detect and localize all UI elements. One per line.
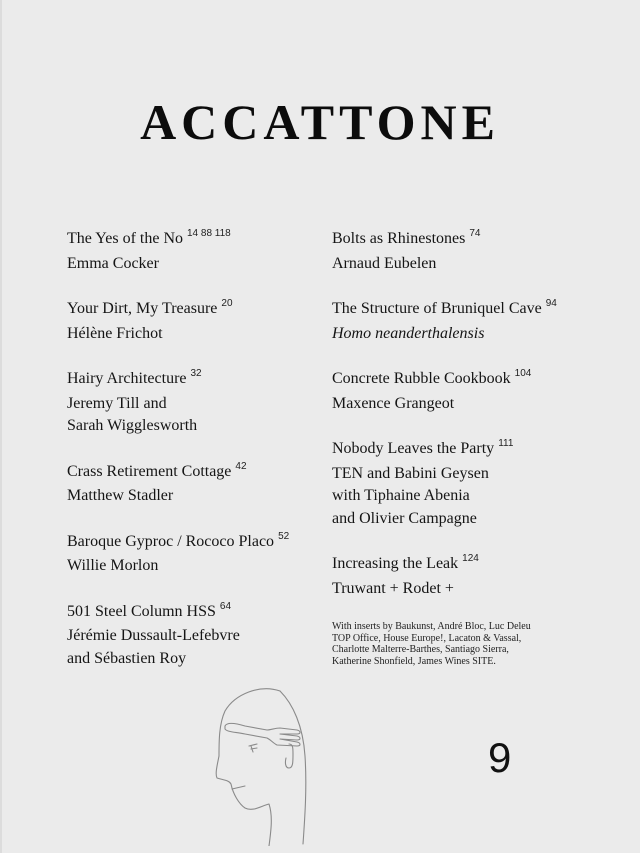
article-author: Truwant + Rodet + [332, 579, 454, 597]
inserts-line: With inserts by Baukunst, André Bloc, Luc Deleu [332, 621, 531, 632]
article-title: The Structure of Bruniquel Cave [332, 300, 542, 317]
article-author: Hélène Frichot [67, 324, 163, 342]
article-author: with Tiphaine Abenia [332, 487, 470, 504]
page-numbers: 111 [498, 438, 514, 449]
article-title-line [67, 461, 327, 486]
contents-entry [332, 368, 592, 415]
article-title: Your Dirt, My Treasure [67, 300, 218, 317]
article-title: Bolts as Rhinestones [332, 230, 466, 247]
page-numbers: 42 [235, 460, 247, 472]
article-title-line [67, 601, 327, 626]
article-title: Crass Retirement Cottage [67, 462, 232, 480]
contents-left-column [67, 228, 327, 693]
contents-entry [67, 228, 327, 275]
page-numbers: 94 [545, 298, 557, 309]
article-author: Sarah Wigglesworth [67, 417, 198, 434]
article-title-line [67, 228, 327, 253]
contents-entry [67, 531, 327, 578]
page-numbers: 52 [278, 530, 290, 542]
page-numbers: 74 [469, 228, 481, 239]
article-title: 501 Steel Column HSS [67, 602, 216, 620]
inserts-line: Charlotte Malterre-Barthes, Santiago Sierra, [332, 644, 509, 655]
article-title: Baroque Gyproc / Rococo Placo [67, 532, 275, 550]
page-numbers: 14 88 118 [187, 228, 231, 239]
article-title: Concrete Rubble Cookbook [332, 370, 511, 387]
contents-entry [332, 298, 592, 345]
article-title-line [332, 438, 592, 463]
article-title-line [67, 368, 327, 393]
article-author: Jérémie Dussault-Lefebvre [67, 627, 240, 644]
contents-entry [67, 298, 327, 345]
article-author: Jeremy Till and [67, 394, 167, 412]
article-title-line [332, 228, 592, 253]
page-numbers: 124 [462, 553, 479, 564]
contents-entry [332, 553, 592, 600]
contents-entry [67, 461, 327, 508]
article-author: and Sébastien Roy [67, 649, 187, 667]
page-numbers: 32 [190, 368, 202, 379]
article-author: Homo neanderthalensis [332, 324, 485, 342]
inserts-credits [332, 621, 592, 667]
page-numbers: 64 [219, 600, 232, 612]
article-author: Matthew Stadler [67, 487, 174, 504]
article-title: Nobody Leaves the Party [332, 440, 495, 457]
article-author: Maxence Grangeot [332, 394, 455, 412]
contents-right-column [332, 228, 592, 667]
page-numbers: 104 [514, 368, 532, 379]
article-title: Increasing the Leak [332, 555, 459, 572]
article-title: Hairy Architecture [67, 370, 187, 387]
article-title-line [67, 531, 327, 556]
article-author: Willie Morlon [67, 557, 159, 574]
contents-entry [67, 601, 327, 671]
inserts-line: Katherine Shonfield, James Wines SITE. [332, 655, 496, 667]
contents-entry [67, 368, 327, 438]
contents-entry [332, 438, 592, 530]
head-profile-drawing-icon [205, 686, 315, 846]
article-title-line [67, 298, 327, 323]
magazine-title: ACCATTONE [140, 94, 500, 150]
article-title-line [332, 298, 592, 323]
article-author: and Olivier Campagne [332, 509, 477, 527]
article-author: TEN and Babini Geysen [332, 464, 489, 482]
article-title-line [332, 553, 592, 578]
contents-entry [332, 228, 592, 275]
issue-number: 9 [488, 734, 512, 781]
inserts-line: TOP Office, House Europe!, Lacaton & Vassal, [332, 632, 522, 644]
article-title-line [332, 368, 592, 393]
page-numbers: 20 [221, 298, 233, 309]
article-author: Emma Cocker [67, 254, 159, 272]
article-author: Arnaud Eubelen [332, 254, 437, 272]
article-title: The Yes of the No [67, 230, 183, 247]
